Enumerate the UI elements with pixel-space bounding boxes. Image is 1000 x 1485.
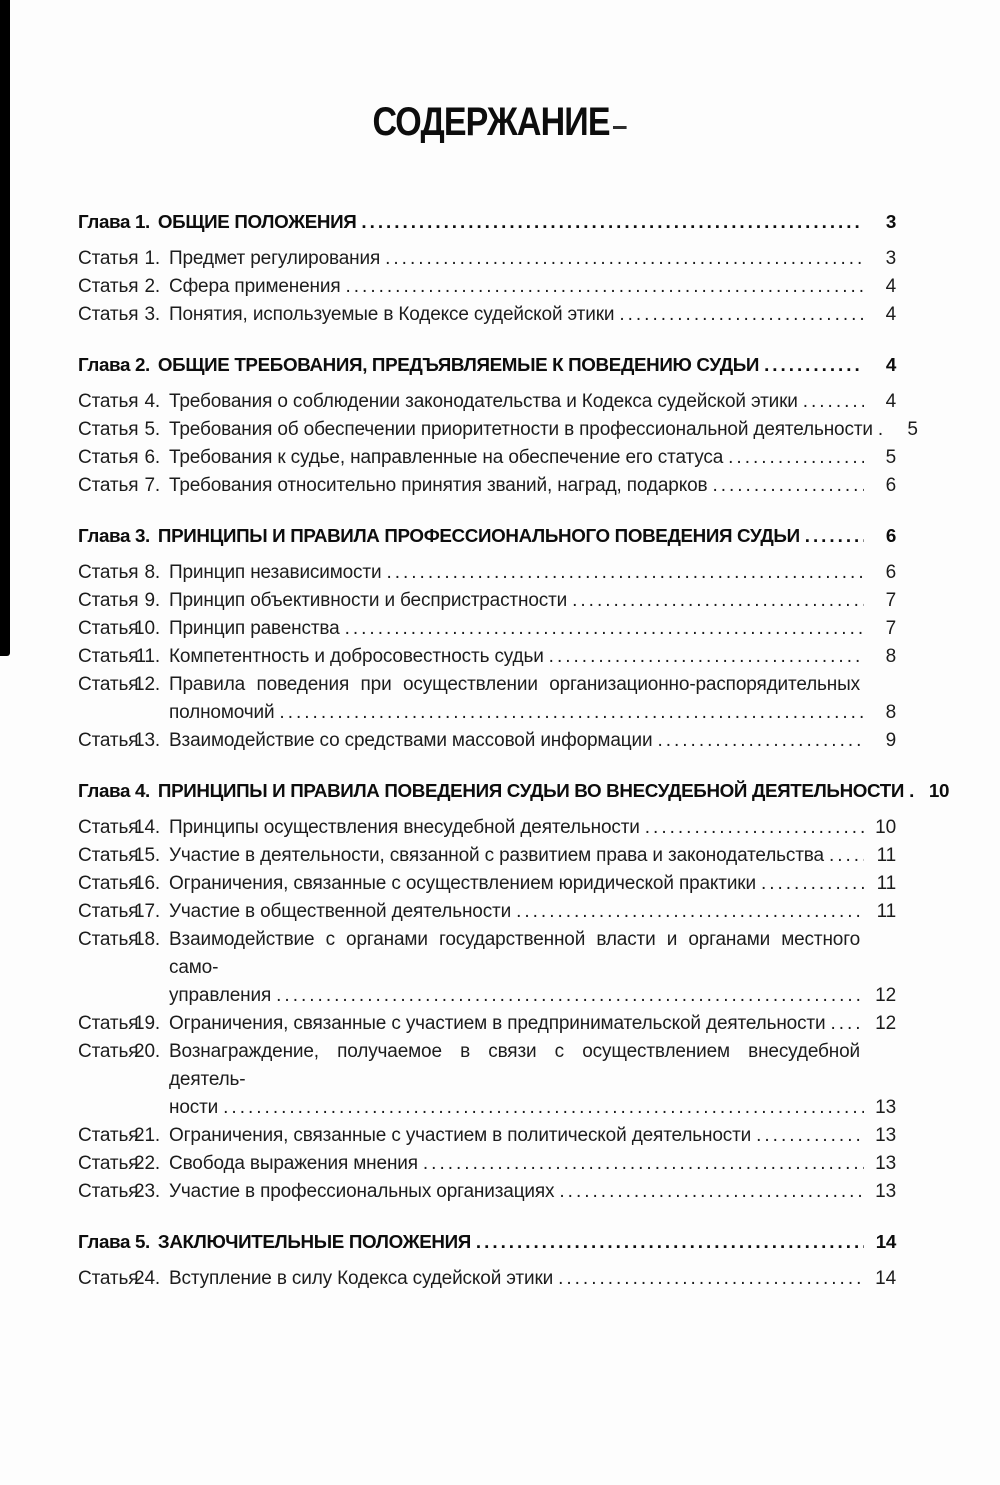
article-title-line	[169, 615, 896, 643]
page-number: 12	[875, 985, 896, 1006]
article-title: Вступление в силу Кодекса судейской этики	[169, 1268, 554, 1289]
dot-leader	[764, 351, 864, 379]
dot-leader	[645, 814, 864, 842]
toc-entry-chapter-5	[78, 351, 896, 379]
chapter-label: Глава 5.	[78, 1231, 150, 1252]
article-title-block	[169, 898, 896, 926]
article-title: Ограничения, связанные с осуществлением юридической практики	[169, 873, 756, 894]
chapter-label: Глава 2.	[78, 354, 150, 375]
article-title-line	[169, 870, 896, 898]
page-number: 4	[885, 304, 896, 325]
dot-leader	[559, 1178, 864, 1206]
article-title-block	[169, 1265, 896, 1293]
article-title-block	[169, 416, 918, 444]
article-title-line	[169, 842, 896, 870]
article-label: Статья	[78, 447, 139, 468]
dot-leader	[386, 559, 864, 587]
article-label: Статья	[78, 674, 139, 695]
article-title-block	[169, 444, 896, 472]
dot-leader	[829, 842, 864, 870]
article-title-block	[169, 1178, 896, 1206]
page-number: 11	[876, 873, 896, 894]
article-label: Статья	[78, 1013, 139, 1034]
page-number: 7	[885, 590, 896, 611]
article-title-line	[169, 1178, 896, 1206]
article-title-continuation: ности	[169, 1097, 219, 1118]
toc-entry-chapter-1	[78, 208, 896, 236]
article-title: Принципы осуществления внесудебной деятельности	[169, 817, 640, 838]
article-label: Статья	[78, 817, 139, 838]
page-number: 8	[885, 702, 896, 723]
page-number: 8	[885, 646, 896, 667]
article-number: 4.	[144, 391, 160, 412]
page-number: 10	[875, 817, 896, 838]
article-title-line	[169, 559, 896, 587]
article-title-line	[169, 898, 896, 926]
page-number: 14	[875, 1268, 896, 1289]
article-title-line	[169, 727, 896, 755]
article-title-block	[169, 1038, 896, 1122]
article-label: Статья	[78, 1268, 139, 1289]
article-title-continuation: полномочий	[169, 702, 275, 723]
chapter-label: Глава 3.	[78, 525, 150, 546]
toc-entry-article-18	[78, 814, 896, 842]
article-title-block	[169, 301, 896, 329]
dot-leader	[279, 699, 864, 727]
article-label: Статья	[78, 1041, 139, 1062]
toc-entry-article-9	[78, 472, 896, 500]
article-title-block	[169, 559, 896, 587]
article-number: 14.	[134, 817, 160, 838]
article-title-block	[169, 671, 896, 727]
article-number: 3.	[144, 304, 160, 325]
article-number: 24.	[134, 1268, 160, 1289]
article-title-block	[169, 245, 896, 273]
article-title-block	[169, 1122, 896, 1150]
page-number: 10	[928, 780, 950, 801]
article-title-line	[169, 1010, 896, 1038]
toc-entry-article-2	[78, 245, 896, 273]
article-title: Принцип равенства	[169, 618, 340, 639]
article-label: Статья	[78, 475, 139, 496]
page-number: 6	[885, 475, 896, 496]
toc-entry-article-23	[78, 1010, 896, 1038]
article-label: Статья	[78, 562, 139, 583]
article-title-line	[169, 388, 896, 416]
article-title: Компетентность и добросовестность судьи	[169, 646, 544, 667]
dot-leader	[385, 245, 864, 273]
chapter-title: ОБЩИЕ ПОЛОЖЕНИЯ	[157, 211, 357, 232]
article-title: Требования относительно принятия званий, наград, подарков	[169, 475, 708, 496]
toc-entry-article-22	[78, 926, 896, 1010]
article-number: 9.	[144, 590, 160, 611]
article-title-line	[169, 444, 896, 472]
article-title: Понятия, используемые в Кодексе судейской этики	[169, 304, 615, 325]
chapter-title: ЗАКЛЮЧИТЕЛЬНЫЕ ПОЛОЖЕНИЯ	[157, 1231, 471, 1252]
dot-leader	[345, 615, 864, 643]
dot-leader	[619, 301, 864, 329]
dot-leader	[423, 1150, 864, 1178]
dot-leader	[657, 727, 864, 755]
page-number: 3	[885, 248, 896, 269]
article-title-block	[169, 643, 896, 671]
article-label: Статья	[78, 248, 139, 269]
article-number: 12.	[134, 674, 160, 695]
article-number: 15.	[134, 845, 160, 866]
page-number: 5	[907, 419, 918, 440]
article-title: Требования об обеспечении приоритетности в профессиональной деятельности	[169, 419, 873, 440]
chapter-label: Глава 1.	[78, 211, 150, 232]
dot-leader	[805, 522, 864, 550]
dot-leader	[761, 870, 864, 898]
article-title-line2	[169, 699, 896, 727]
chapter-label: Глава 4.	[78, 780, 150, 801]
page-number: 14	[875, 1231, 896, 1252]
article-title: Свобода выражения мнения	[169, 1153, 418, 1174]
page-number: 13	[875, 1125, 896, 1146]
dot-leader	[276, 982, 864, 1010]
dot-leader	[830, 1010, 864, 1038]
article-number: 2.	[144, 276, 160, 297]
article-title-line	[169, 1122, 896, 1150]
toc-entry-article-16	[78, 727, 896, 755]
article-title-line	[169, 416, 918, 444]
article-number: 11.	[135, 646, 160, 667]
page-number: 13	[875, 1097, 896, 1118]
chapter-title: ОБЩИЕ ТРЕБОВАНИЯ, ПРЕДЪЯВЛЯЕМЫЕ К ПОВЕДЕНИЮ СУДЬИ	[157, 354, 760, 375]
page-number: 5	[885, 447, 896, 468]
article-number: 8.	[144, 562, 160, 583]
toc-entry-article-20	[78, 870, 896, 898]
table-of-contents	[78, 208, 950, 1293]
toc-entry-article-15	[78, 671, 896, 727]
dot-leader	[803, 388, 864, 416]
article-title: Ограничения, связанные с участием в предпринимательской деятельности	[169, 1013, 826, 1034]
dot-leader	[361, 208, 864, 236]
dot-leader	[756, 1122, 864, 1150]
article-title-block	[169, 1150, 896, 1178]
article-title-continuation: управления	[169, 985, 272, 1006]
article-title: Участие в профессиональных организациях	[169, 1181, 555, 1202]
article-label: Статья	[78, 1181, 139, 1202]
page-number: 13	[875, 1153, 896, 1174]
toc-entry-article-3	[78, 273, 896, 301]
article-title-line	[169, 245, 896, 273]
toc-entry-article-21	[78, 898, 896, 926]
toc-entry-article-11	[78, 559, 896, 587]
article-title-block	[169, 870, 896, 898]
article-title-line1: Вознаграждение, получаемое в связи с осуществлением внесудебной деятель-	[169, 1041, 860, 1090]
toc-entry-article-24	[78, 1038, 896, 1122]
dot-leader	[712, 472, 864, 500]
article-title-line	[169, 472, 896, 500]
page-number: 4	[885, 354, 896, 375]
article-label: Статья	[78, 1153, 139, 1174]
article-title: Требования к судье, направленные на обеспечение его статуса	[169, 447, 724, 468]
page-number: 9	[885, 730, 896, 751]
article-title: Сфера применения	[169, 276, 341, 297]
page-number: 6	[885, 562, 896, 583]
article-number: 13.	[134, 730, 160, 751]
article-title-block	[169, 472, 896, 500]
toc-entry-article-14	[78, 643, 896, 671]
article-title-block	[169, 727, 896, 755]
article-label: Статья	[78, 391, 139, 412]
dot-leader	[476, 1228, 864, 1256]
toc-entry-article-8	[78, 444, 896, 472]
article-title-block	[169, 842, 896, 870]
article-label: Статья	[78, 901, 139, 922]
dot-leader	[728, 444, 864, 472]
article-title-line	[169, 273, 896, 301]
article-title-line1: Взаимодействие с органами государственной власти и органами местного само-	[169, 929, 860, 978]
article-title-line2	[169, 982, 896, 1010]
dot-leader	[909, 777, 917, 805]
page-number: 7	[885, 618, 896, 639]
article-title-block	[169, 273, 896, 301]
toc-entry-article-13	[78, 615, 896, 643]
article-title-block	[169, 814, 896, 842]
dot-leader	[346, 273, 865, 301]
article-title-block	[169, 1010, 896, 1038]
toc-entry-article-29	[78, 1265, 896, 1293]
article-label: Статья	[78, 873, 139, 894]
article-number: 20.	[134, 1041, 160, 1062]
article-title-block	[169, 926, 896, 1010]
article-number: 7.	[144, 475, 160, 496]
article-title: Взаимодействие со средствами массовой информации	[169, 730, 653, 751]
toc-entry-article-27	[78, 1178, 896, 1206]
chapter-title: ПРИНЦИПЫ И ПРАВИЛА ПОВЕДЕНИЯ СУДЬИ ВО ВНЕСУДЕБНОЙ ДЕЯТЕЛЬНОСТИ	[157, 780, 905, 801]
article-label: Статья	[78, 419, 139, 440]
article-number: 6.	[144, 447, 160, 468]
toc-entry-chapter-17	[78, 777, 950, 805]
toc-entry-article-26	[78, 1150, 896, 1178]
page-number: 11	[876, 901, 896, 922]
toc-entry-article-12	[78, 587, 896, 615]
page-number: 4	[885, 276, 896, 297]
page-number: 13	[875, 1181, 896, 1202]
page-number: 11	[876, 845, 896, 866]
scan-artifact-left-bar	[0, 0, 10, 656]
toc-entry-article-19	[78, 842, 896, 870]
article-label: Статья	[78, 730, 139, 751]
article-title-line2	[169, 1094, 896, 1122]
article-title-line	[169, 587, 896, 615]
dot-leader	[549, 643, 864, 671]
article-label: Статья	[78, 929, 139, 950]
dot-leader	[516, 898, 864, 926]
article-title-line	[169, 1150, 896, 1178]
article-number: 23.	[134, 1181, 160, 1202]
page-title: СОДЕРЖАНИЕ	[373, 100, 627, 144]
article-title: Предмет регулирования	[169, 248, 381, 269]
page-number: 6	[885, 525, 896, 546]
page-number: 3	[885, 211, 896, 232]
article-number: 21.	[134, 1125, 160, 1146]
article-number: 22.	[134, 1153, 160, 1174]
title-wrap	[0, 0, 1000, 144]
page-number: 4	[885, 391, 896, 412]
article-title: Принцип объективности и беспристрастности	[169, 590, 568, 611]
dot-leader	[558, 1265, 864, 1293]
dot-leader	[878, 416, 886, 444]
article-number: 16.	[134, 873, 160, 894]
toc-entry-article-6	[78, 388, 896, 416]
toc-entry-article-4	[78, 301, 896, 329]
article-title-line	[169, 643, 896, 671]
article-title-line	[169, 814, 896, 842]
article-title-block	[169, 587, 896, 615]
dot-leader	[572, 587, 864, 615]
article-title-line1: Правила поведения при осуществлении организационно-распорядительных	[169, 674, 860, 695]
article-title-line	[169, 301, 896, 329]
article-title-block	[169, 615, 896, 643]
article-label: Статья	[78, 304, 139, 325]
toc-entry-chapter-10	[78, 522, 896, 550]
page-number: 12	[875, 1013, 896, 1034]
toc-entry-article-7	[78, 416, 918, 444]
article-title: Принцип независимости	[169, 562, 382, 583]
article-label: Статья	[78, 646, 139, 667]
article-title: Ограничения, связанные с участием в политической деятельности	[169, 1125, 752, 1146]
article-title-block	[169, 388, 896, 416]
article-number: 18.	[134, 929, 160, 950]
article-number: 19.	[134, 1013, 160, 1034]
article-number: 10.	[134, 618, 160, 639]
article-title-line	[169, 1265, 896, 1293]
article-number: 1.	[144, 248, 160, 269]
article-label: Статья	[78, 1125, 139, 1146]
article-number: 17.	[134, 901, 160, 922]
article-label: Статья	[78, 618, 139, 639]
article-title: Участие в деятельности, связанной с развитием права и законодательства	[169, 845, 824, 866]
toc-entry-article-25	[78, 1122, 896, 1150]
article-number: 5.	[144, 419, 160, 440]
article-label: Статья	[78, 845, 139, 866]
article-label: Статья	[78, 590, 139, 611]
article-title: Требования о соблюдении законодательства и Кодекса судейской этики	[169, 391, 798, 412]
article-label: Статья	[78, 276, 139, 297]
dot-leader	[223, 1094, 864, 1122]
article-title: Участие в общественной деятельности	[169, 901, 512, 922]
toc-entry-chapter-28	[78, 1228, 896, 1256]
chapter-title: ПРИНЦИПЫ И ПРАВИЛА ПРОФЕССИОНАЛЬНОГО ПОВЕДЕНИЯ СУДЬИ	[157, 525, 800, 546]
